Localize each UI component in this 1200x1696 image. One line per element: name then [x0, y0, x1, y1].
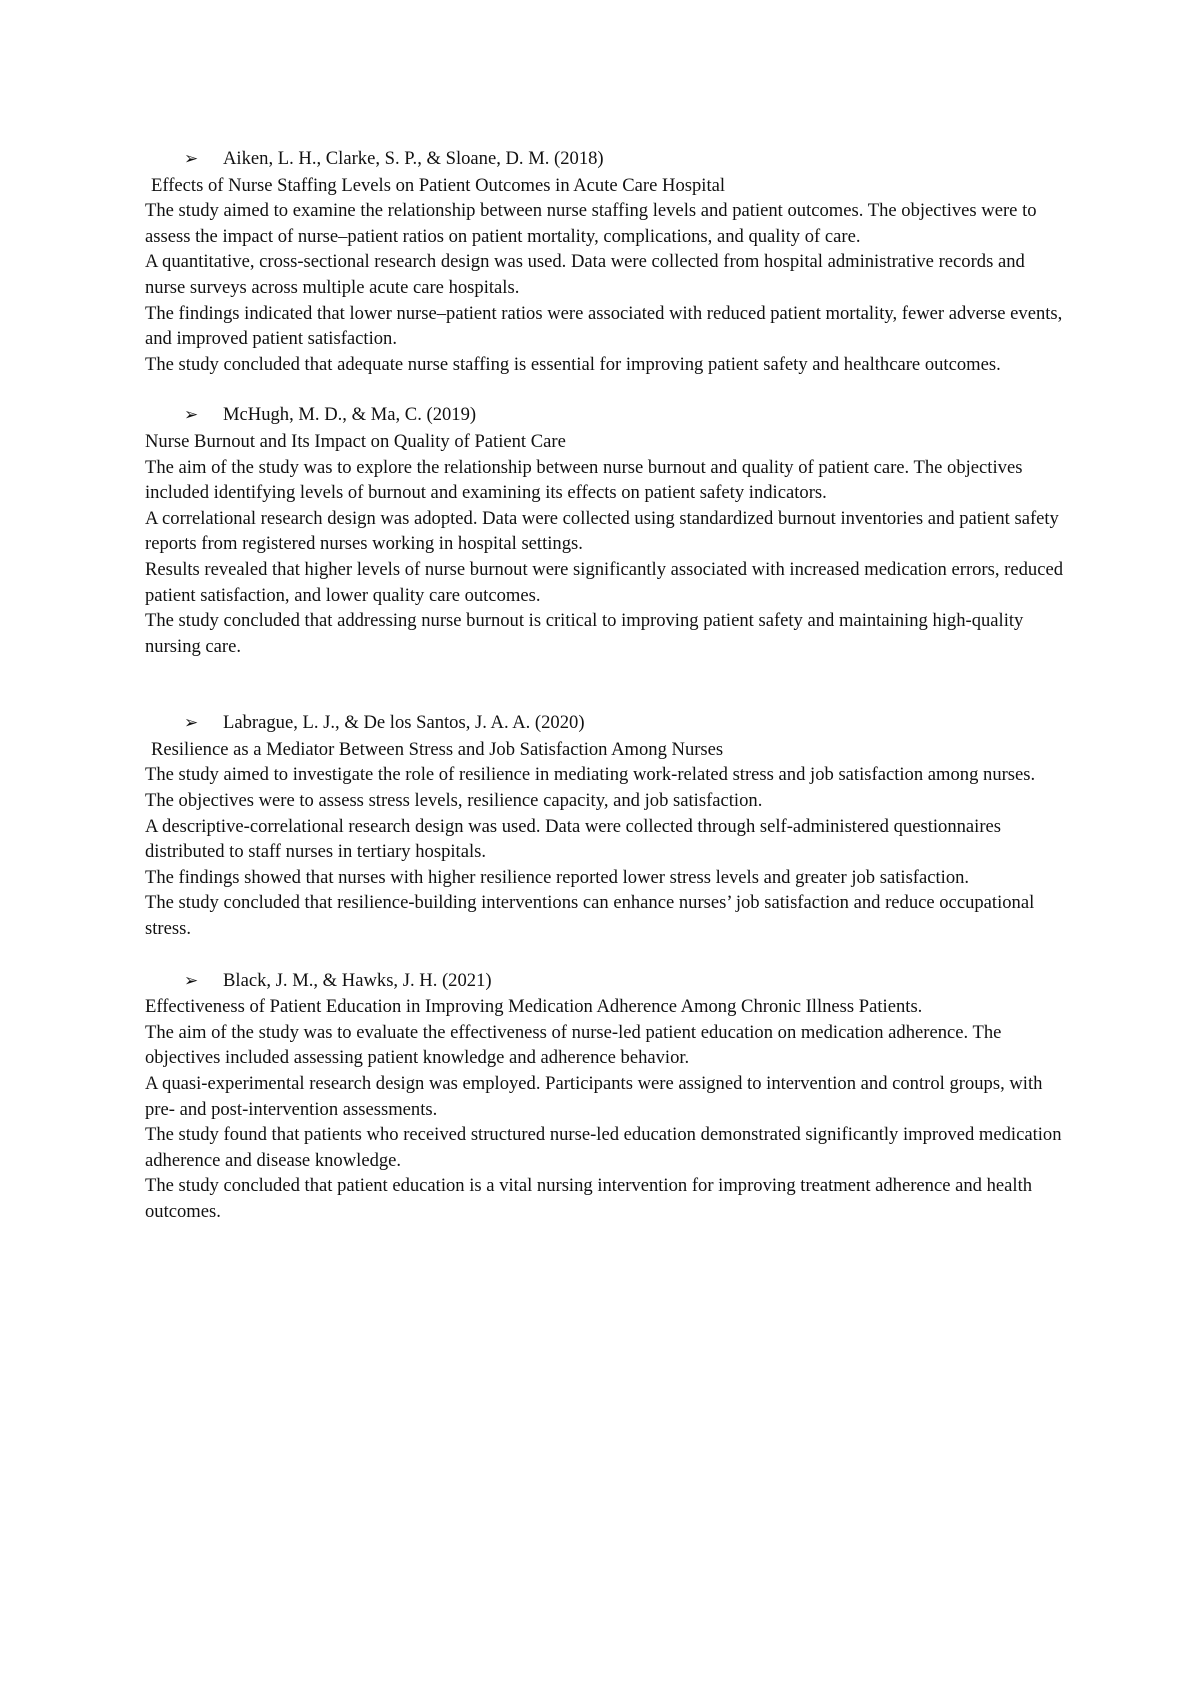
study-aim: The study aimed to examine the relationship between nurse staffing levels and patient outcomes. The objectives were to assess the impact of nurse–patient ratios on patient mortality, complications, and quality of care.: [145, 200, 1037, 247]
review-entry: [145, 968, 1065, 1225]
reference-line: [145, 968, 1065, 995]
arrow-bullet-icon: ➢: [184, 149, 199, 169]
arrow-bullet-icon: ➢: [184, 713, 199, 734]
study-aim: The aim of the study was to explore the relationship between nurse burnout and quality of patient care. The objectives included identifying levels of burnout and examining its effects on patient safety indicators.: [145, 456, 1023, 504]
study-design: A quantitative, cross-sectional research design was used. Data were collected from hospital administrative records and nurse surveys across multiple acute care hospitals.: [145, 251, 1025, 298]
study-aim: The study aimed to investigate the role of resilience in mediating work-related stress and job satisfaction among nurses. The objectives were to assess stress levels, resilience capacity, and job satisfaction.: [145, 764, 1036, 812]
citation: McHugh, M. D., & Ma, C. (2019): [223, 404, 477, 426]
review-entry: [145, 710, 1065, 941]
citation: Black, J. M., & Hawks, J. H. (2021): [223, 969, 492, 991]
study-title: Nurse Burnout and Its Impact on Quality of Patient Care: [145, 430, 566, 452]
study-findings: Results revealed that higher levels of nurse burnout were significantly associated with increased medication errors, reduced patient satisfaction, and lower quality care outcomes.: [145, 558, 1064, 606]
study-design: A descriptive-correlational research design was used. Data were collected through self-administered questionnaires distributed to staff nurses in tertiary hospitals.: [145, 815, 1002, 863]
document-body: [145, 146, 1065, 1225]
study-conclusion: The study concluded that resilience-building interventions can enhance nurses’ job satisfaction and reduce occupational stress.: [145, 892, 1035, 940]
review-entry: [145, 402, 1065, 659]
arrow-bullet-icon: ➢: [184, 970, 199, 991]
study-aim: The aim of the study was to evaluate the effectiveness of nurse-led patient education on medication adherence. The objectives included assessing patient knowledge and adherence behavior.: [145, 1021, 1002, 1069]
study-conclusion: The study concluded that adequate nurse staffing is essential for improving patient safety and healthcare outcomes.: [145, 353, 1001, 375]
arrow-bullet-icon: ➢: [184, 405, 199, 426]
study-conclusion: The study concluded that addressing nurse burnout is critical to improving patient safety and maintaining high-quality nursing care.: [145, 610, 1024, 657]
study-findings: The study found that patients who received structured nurse-led education demonstrated significantly improved medication adherence and disease knowledge.: [145, 1124, 1062, 1171]
reference-line: [145, 146, 1065, 173]
study-design: A quasi-experimental research design was employed. Participants were assigned to intervention and control groups, with pre- and post-intervention assessments.: [145, 1073, 1043, 1120]
study-findings: The findings indicated that lower nurse–patient ratios were associated with reduced patient mortality, fewer adverse events, and improved patient satisfaction.: [145, 302, 1063, 350]
study-title: Resilience as a Mediator Between Stress and Job Satisfaction Among Nurses: [151, 738, 724, 760]
study-findings: The findings showed that nurses with higher resilience reported lower stress levels and greater job satisfaction.: [145, 866, 970, 888]
study-title: Effectiveness of Patient Education in Improving Medication Adherence Among Chronic Illness Patients.: [145, 996, 923, 1018]
citation: Aiken, L. H., Clarke, S. P., & Sloane, D. M. (2018): [223, 148, 604, 169]
study-design: A correlational research design was adopted. Data were collected using standardized burnout inventories and patient safety reports from registered nurses working in hospital settings.: [145, 507, 1059, 555]
study-conclusion: The study concluded that patient education is a vital nursing intervention for improving treatment adherence and health outcomes.: [145, 1175, 1033, 1222]
reference-line: [145, 402, 1065, 429]
study-title: Effects of Nurse Staffing Levels on Patient Outcomes in Acute Care Hospital: [151, 174, 726, 196]
citation: Labrague, L. J., & De los Santos, J. A. A. (2020): [223, 712, 585, 734]
review-entry: [145, 146, 1065, 377]
reference-line: [145, 710, 1065, 737]
